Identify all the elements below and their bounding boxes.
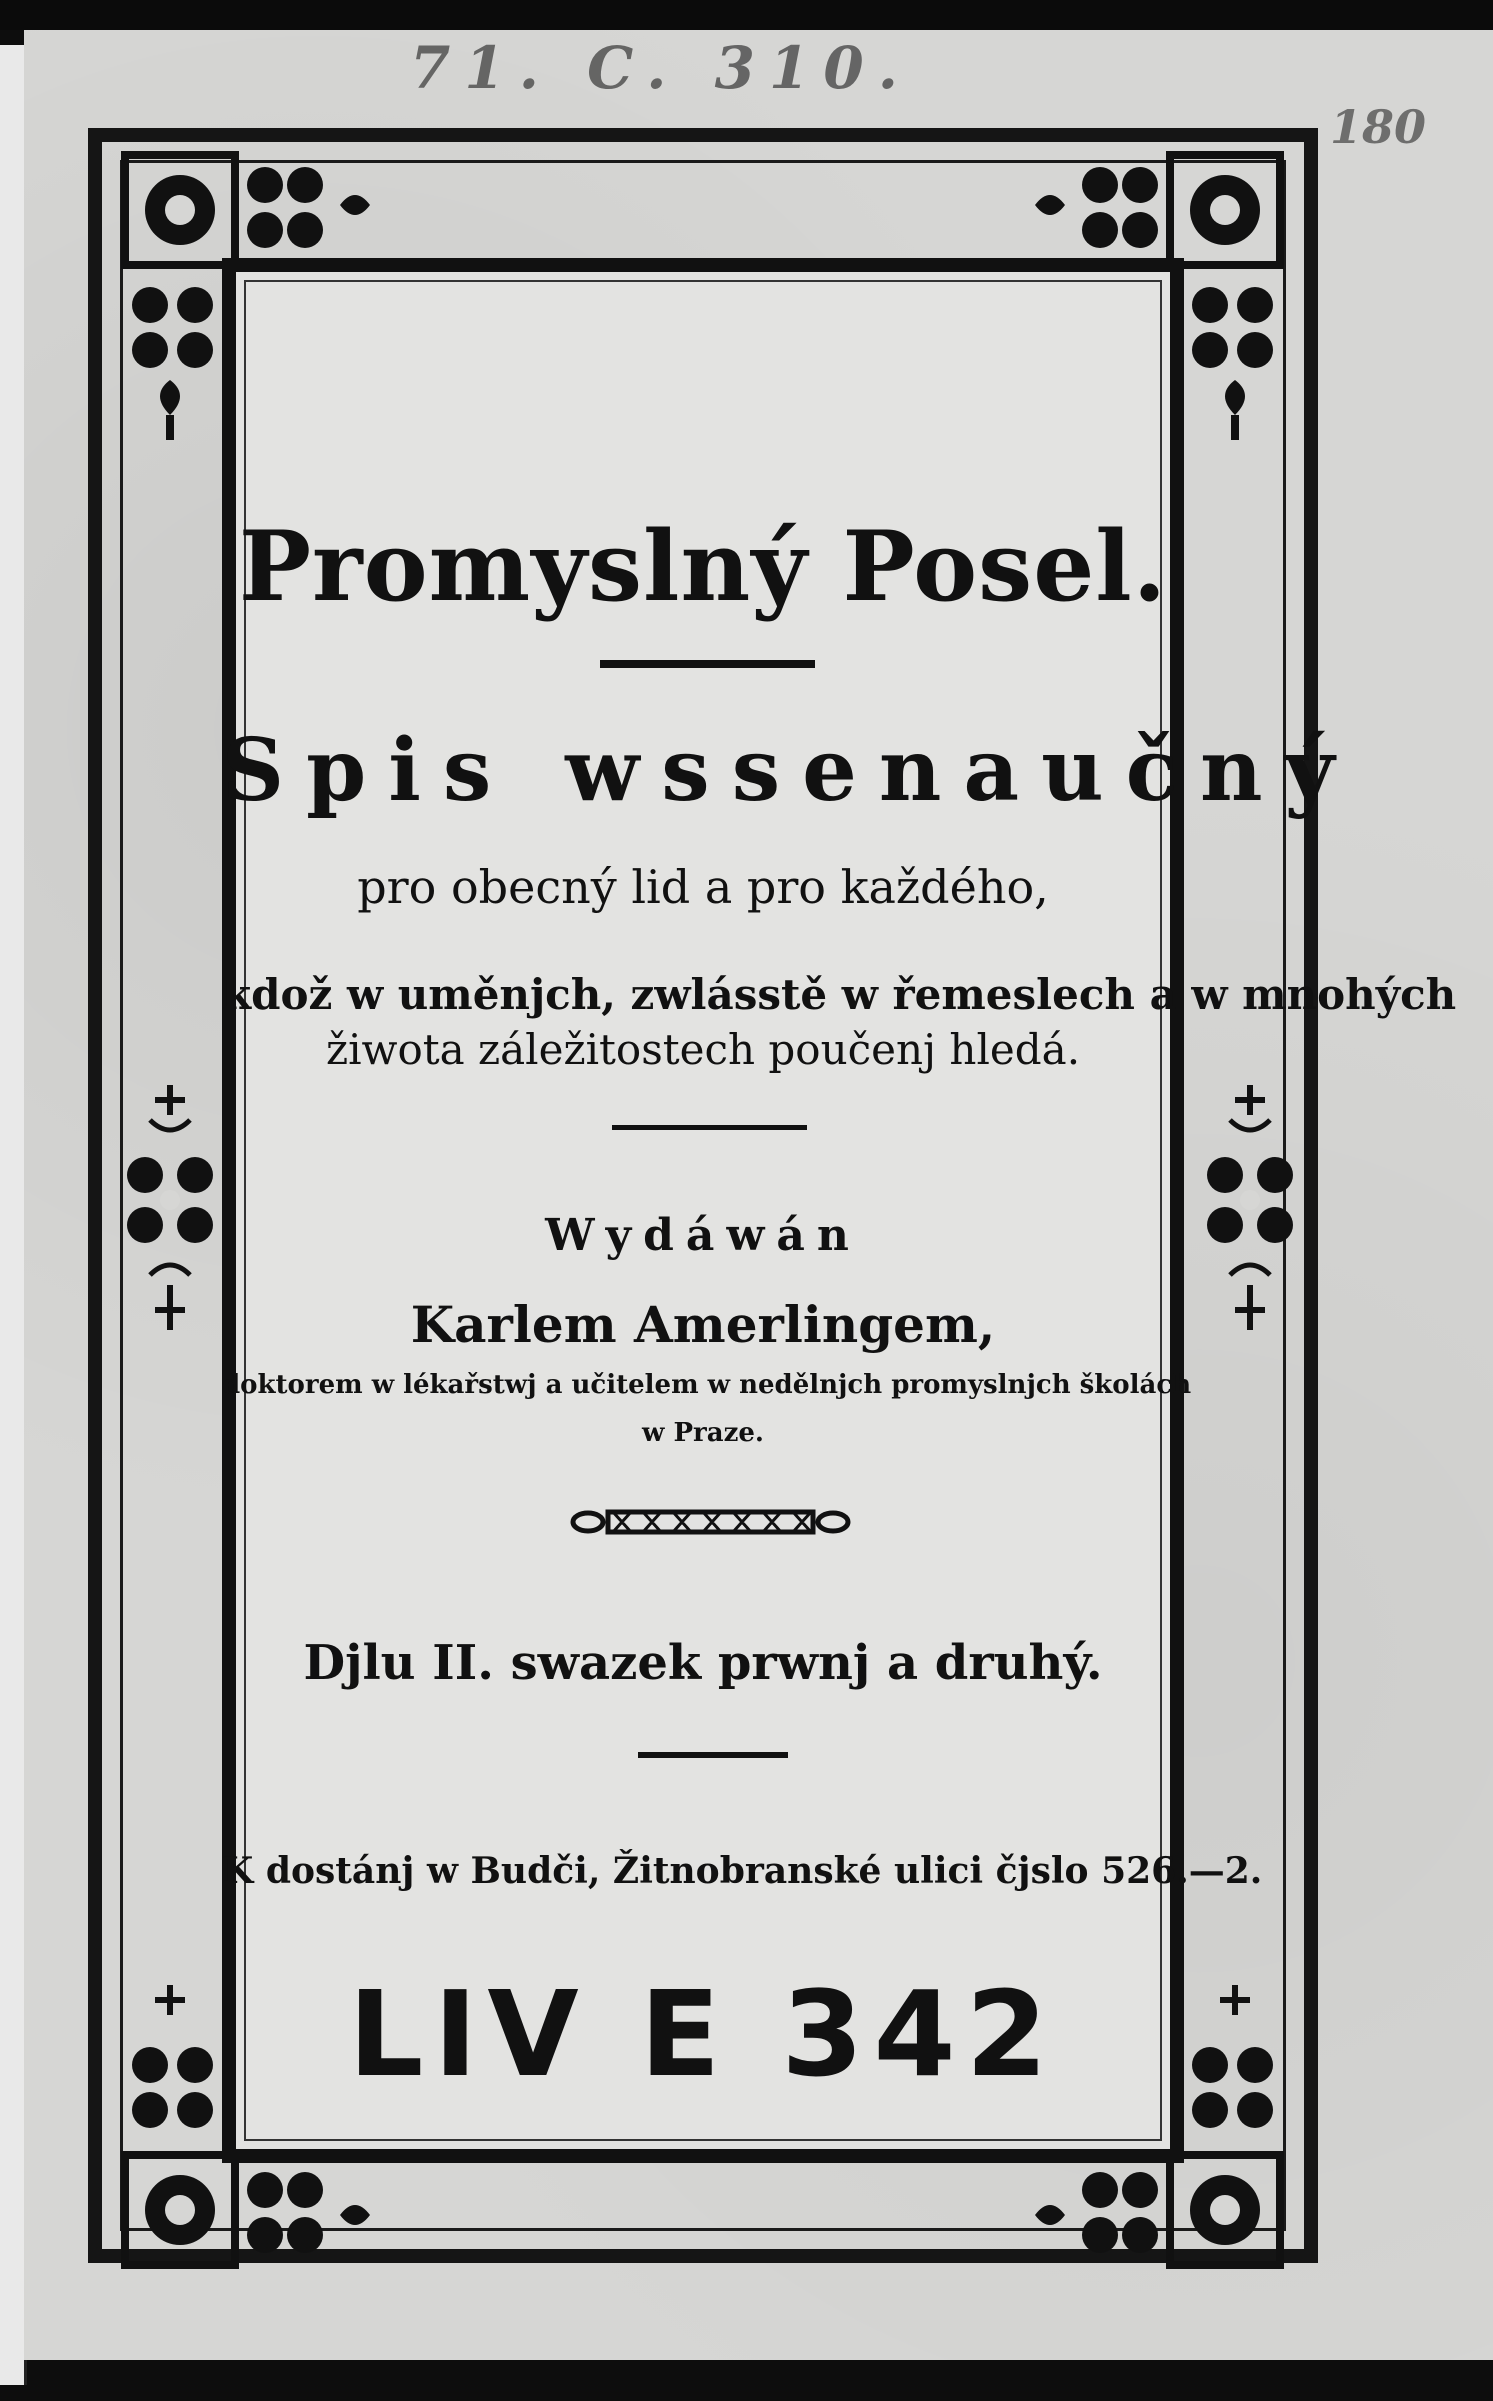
description-line-2: kdož w uměnjch, zwlásstě w řemeslech a w mnohých [222,970,1457,1019]
volume-statement: Djlu II. swazek prwnj a druhý. [303,1635,1103,1691]
anchor-ornament-right [1195,1080,1305,1340]
author-description-line-1: doktorem w lékařstwj a učitelem w nedělnjch promyslnjch školách [222,1370,1192,1400]
adjacent-page-edge [0,45,27,2385]
handwritten-number: 180 [1330,100,1427,154]
title-rule [600,660,815,668]
fleuron-ornament-top-right [995,145,1295,445]
issued-label: Wydáwán [545,1210,861,1261]
description-line-3: žiwota záležitostech poučenj hledá. [325,1025,1081,1074]
volume-rule [638,1752,788,1758]
anchor-ornament-left [115,1080,225,1340]
book-subtitle: Spis wssenaučný [222,720,1357,821]
fleuron-ornament-top-left [110,145,410,445]
author-name: Karlem Amerlingem, [410,1295,996,1354]
library-shelfmark: LIV E 342 [348,1965,1058,2103]
description-line-1: pro obecný lid a pro každého, [357,860,1049,914]
description-rule [612,1125,807,1130]
chain-ornament [568,1505,853,1539]
imprint-line: K dostánj w Budči, Žitnobranské ulici čjslo 526.—2. [222,1850,1263,1892]
book-title: Promyslný Posel. [238,510,1168,623]
author-description-line-2: w Praze. [642,1418,764,1448]
handwritten-catalog-note: 71. C. 310. [410,34,912,102]
